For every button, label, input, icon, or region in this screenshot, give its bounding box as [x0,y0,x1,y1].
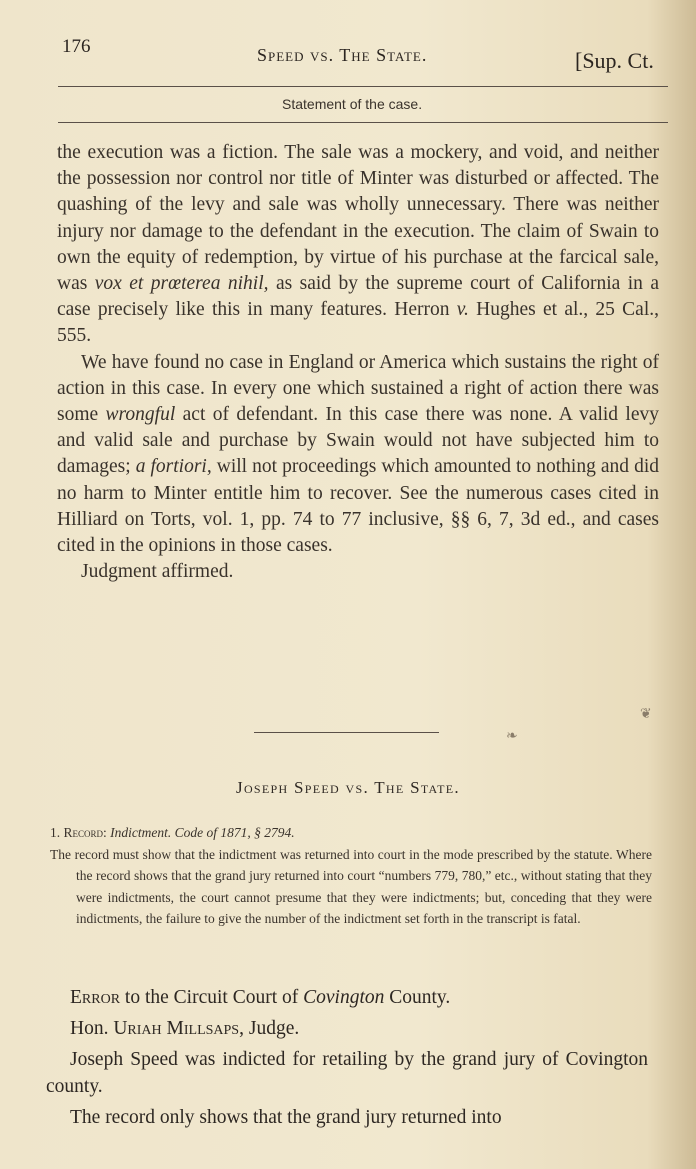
running-title: Speed vs. The State. [257,45,428,65]
statement-label: Statement of the case. [282,96,423,112]
headnote [50,822,652,930]
header-rule [58,86,668,87]
error-line: Error to the Circuit Court of Covington County. [70,987,451,1008]
page-number: 176 [62,36,91,57]
court-tag: [Sup. Ct. [575,48,654,73]
section-divider [254,732,439,733]
judgment-line: Judgment affirmed. [81,561,234,583]
case-title: Joseph Speed vs. The State. [236,778,460,797]
latin-phrase: vox et prœterea nihil, [94,273,269,295]
ornament-icon: ❦ [640,707,652,722]
ornament-icon: ❧ [506,729,518,744]
opinion-paragraph: the execution was a fiction. The sale was a mockery, and void, and neither the possession nor control nor title of Minter was disturbed or affected. The quashing of the levy and sale was wholly unnecessary. There was neither injury nor damage to the defendant in the execution. The claim of Swain to own the equity of redemption, by virtue of his purchase at the farcical sale, was vox et prœterea nihil, as said by the supreme court of California in a case precisely like this in many features. Herron v. Hughes et al., 25 Cal., 555. [57,142,660,347]
headnote-text: The record must show that the indictment was returned into court in the mode prescribed by the statute. Where the record shows that the grand jury returned into court “numbers 779, 780,” etc., without stating that they were indictments, the court cannot presume that they were indictments; but, conceding that they were indictments, the failure to give the number of the indictment set forth in the transcript is fatal. [50,846,652,926]
statement-paragraph: Joseph Speed was indicted for retailing by the grand jury of Covington county. [46,1049,648,1097]
page-header [62,36,682,76]
statement-paragraph: The record only shows that the grand jury returned into [70,1107,502,1128]
statement-rule [58,122,668,123]
judge-line: Hon. Uriah Millsaps, Judge. [70,1018,300,1039]
opinion-paragraph: We have found no case in England or America which sustains the right of action in this case. In every one which sustained a right of action there was some wrongful act of defendant. In this case there was none. A valid levy and valid sale and purchase by Swain would not have subjected him to damages; a fortiori, will not proceedings which amounted to nothing and did no harm to Minter entitle him to recover. See the numerous cases cited in Hilliard on Torts, vol. 1, pp. 74 to 77 inclusive, §§ 6, 7, 3d ed., and cases cited in the opinions in those cases. [57,351,660,557]
headnote-heading: 1. Record: Indictment. Code of 1871, § 2794. [50,825,295,840]
opinion-body [57,140,659,585]
case-statement [46,984,648,1131]
